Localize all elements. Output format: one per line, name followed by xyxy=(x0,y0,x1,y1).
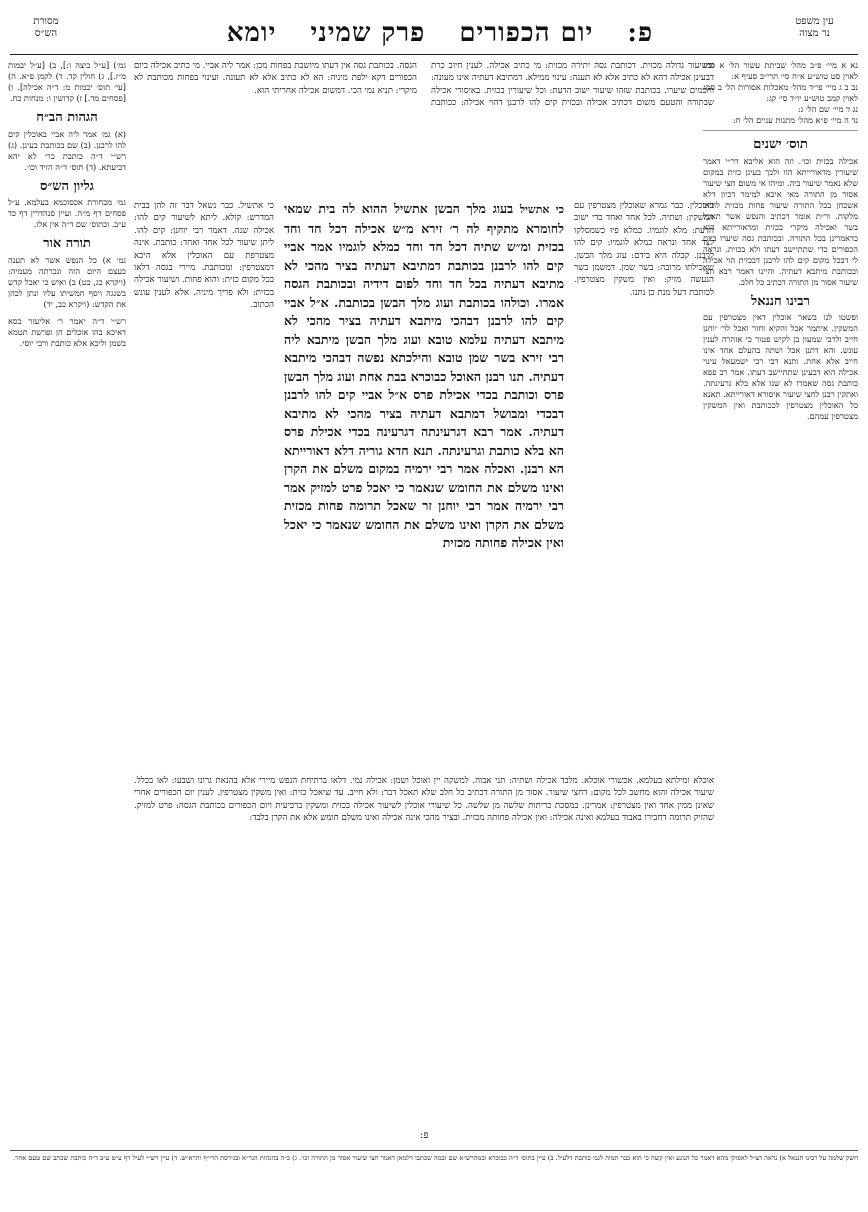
ein-mishpat-entry: נא א מיי׳ פ״ב מהל׳ שביתת עשור הל׳ א סמג לאוין סט טוש״ע א״ח סי׳ תרי״ב סעיף א: xyxy=(703,60,858,81)
rabbeinu-chananel-text: ופשטו לנו בשאר אוכלין דאין מצטרפין עם המשקין. איתמר אכל והקיא וחזר ואכל לר׳ יוחנן חייב ולרבי שמעון בן לקיש פטור כי אזהרה לענין עונש. והא דתנן אכל ושתה בהעלם אחד אינו חייב אלא אחת. ותנא דבי רבי ישמעאל עינוי אכילה הוא דבעינן שתתיישב דעתו. אמר רב פפא כותבת גסה שאמרו לא שנו אלא בלא גרעינתה. ואתקין רבנן לחצי שיעור איסורא דאורייתא. תאנא כל האוכלין מצטרפין לככותבת ואין המשקין מצטרפין עמהם. xyxy=(703,312,858,422)
rashi-right-commentary: באוכלין. כבר גמרא שאוכלין מצטרפין עם המשקין: ושתיה. לכל אחד ואחד כדי ישוב הדעת: מלא לוגמיו. כמלא פיו כשמסלקו לצד אחד ונראה כמלא לוגמיו: קים להו לרבנן. קבלה היא בידם: עוג מלך הבשן. שאכילתו מרובה: בשר שמן. דמשמן בשר הנעשה מזיק: ואין משקין מצטרפין. לכותבת דעל מנת כן נתנו. xyxy=(574,201,714,298)
gemara-text-block xyxy=(284,200,564,553)
left-margin-column xyxy=(8,60,126,349)
chapter-name: יום הכפורים xyxy=(459,18,594,48)
page-number: פ: xyxy=(420,1130,429,1141)
footnotes: חשק שלמה על רבינו חננאל א) נראה דצ״ל לאפוקי מהא דאמר כל הנוגע ואין קשה כי הוא כבר תמוה לגבי כותבת דלעיל. ב) עיין בתוס׳ ד״ה כבוכרא ובמהרש״א שם ובמה שכתבו דלמאן דאמר חצי שיעור אסור מן התורה וכו׳. ג) כ״ה בהגהות הגר״א ובגירסת הרי״ף והרא״ש. ד) עיין רש״י לעיל דף ע״ט ע״ב ד״ה כותבת שכתב שם טעם אחר. xyxy=(10,1150,858,1163)
hagahot-habach-title: הגהות הב״ח xyxy=(36,110,98,125)
tosafot-yeshanim-title: תוס׳ ישנים xyxy=(753,137,808,152)
gemara-text: בעוג מלך הבשן אתשיל ההוא לה בית שמאי לחומרא מתקיף לה ר׳ זירא מ״ש אכילה דכל חד וחד בכזית ומ״ש שתיה דכל חד וחד כמלא לוגמיו אמר אביי קים להו לרבנן בכותבת דמתיבא דעתיה בציר מהכי לא מתיבא דעתיה בכל חד וחד לפום דידיה ובכותבת הגסה אמרו. וכולהו בכותבת ועוג מלך הבשן בכותבת. א״ל אביי קים להו לרבנן דבהכי מיתבא דעתיה בציר מהכי לא מיתבא דעתיה עלמא טובא ועוג מלך הבשן מיתבא ליה רבי זירא בשר שמן טובא והילכתא נפשה דבהכי מיתבא דעתיה. תנו רבנן האוכל כבוכרא בבת אחת ועוג מלך הבשן פרס וכותבת בכדי אכילת פרס א״ל אביי קים להו לרבנן דבכדי ומבושל דמתבא דעתיה בציר מהכי לא מתיבא דעתיה. אמר רבא דגרעינתה דגרעינה בכדי אכילת פרס הא בלא כותבת וגרעינתה. תנא חדא גוריה דלא דאורייתא הא רבנן. ואכלה אמר רבי ירמיה במקום משלם את הקרן ואינו משלם את החומש שנאמר כי יאכל פרט למזיק אמר רבי ירמיה אמר רבי יוחנן זר שאכל תרומה פחות מכזית משלם את הקרן ואינו משלם את החומש שנאמר כי יאכל ואין אכילה פחותה מכזית xyxy=(284,201,564,550)
ein-mishpat-entry: נד ה מיי׳ פ״א מהל׳ מתנות עניים הל׳ ח: xyxy=(732,115,858,125)
torah-or-text: גמ׳ א) כל הנפש אשר לא תענה בעצם היום הזה ונכרתה מעמיה: (ויקרא כג, כט) ב) ואיש כי יאכל קדש בשגגה ויסף חמשיתו עליו ונתן לכהן את הקדש: (ויקרא כב, יד) xyxy=(8,254,126,309)
rashi-note: רש״י ד״ה יאמר ר׳ אליעזר כסא דאיכא בהו אוכלים הן ופרשת תטמא בשמן וליכא אלא כותבת ורבי יוסי. xyxy=(8,315,126,348)
tosafot-yeshanim-text: אכילה בכזית וכו׳. וזה הוא אליבא דר״י דאמר שיעורין מדאורייתא הוו ולכך בעינן כזית במקום שלא נאמר שיעור ביה. ומיהו אי משום חצי שיעור אסור מן התורה מאי איכא למימר דכיון דלא אשכחן בכל התורה שיעור פחות מכזית לחיוב מלקות. ור״ת אומר דכתיב והנפש אשר תאכל בשר ואכילה מיקרי בכזית ומדאורייתא הוא כדאמרינן בכל התורה. ובכותבת גסה שיערו ביום הכפורים כדי שתתיישב דעתו ולא בכזית. ונראה לי דבכל מקום קים להו לרבנן דבכזית הוי אכילה ובכותבת מיתבא דעתיה. והיינו דאמר רבא חצי שיעור אסור מן התורה דכתיב כל חלב. xyxy=(703,155,858,287)
masoret-hashas-refs: גמ׳) [ע״ל ביצה ו:], ב) [ע״ל יבמות מ״ז.], ג) חולין קד. ד) לקמן פ״א. ה) [עי׳ תוס׳ יבמות מ: ד״ה אכילה]. ו) [פסחים מד.] ז) קדושין ו: מנחות כח. xyxy=(8,60,126,103)
tosafot-left-commentary: כי אתשיל. כבר נשאל דבר זה להן בבית המדרש: קולא. ליתא לשיעור קים להו: אכילה שנה. דאמר רבי יוחנן: קים להו. ליתן שיעור לכל אחד ואחד: כותבת. אינה מצטרפת עם האוכלין אלא היכא דמצטרפין: ומכותבת. מיירי בגסה דלאו בכל מקום כזית: והוא פחות. ושיעור אכילה בכזית: ולא פריך מיניה. אלא לענין עונש הכתוב. xyxy=(134,201,274,311)
lower-commentary: אוכלא ומילתא בעלמא. אכשורי אוכלא. מלבד אכילה ושתיה: תני אבוה. למשקה יין ואוכל ושמן: אכילה נמי. דלאו ברתיחת הנפש מיירי אלא בהנאת גרונו ושבעו: לאו בכלל. שיעור אכילה והוא מחשב לכל מקום: דחצי שיעור. אסור מן התורה דכתיב כל חלב שלא תאכל דבר: ולא חייב. עד שיאכל כזית: ואין משקין מצטרפין. לענין יום הכפורים אחרי שאינן ממין אחד ואין מצטרפין: אמרינן. במסכת כריתות שלשה מן שלשה. כל שיעורי אוכלין לשיעור אכילה בכזית ומשקין ברביעית ויום הכפורים בכותבת הגסה: פרט למזיק. שהזיק תרומה דחבירו באבוד בעלמא ואינה אכילה: ואין אכילה פחותה מכזית. ובציר מהכי אינה אכילה ואינו משלם חומש אלא את הקרן בלבד: xyxy=(134,776,714,824)
gilyon-hashas-text: גמ׳ מבחורת אכסוכמא בעלמא. ע״ל פסחים דף מ״ה. ועיין סנהדרין דף כד ע״ב. ובתוס׳ שם ד״ה אין אלו. xyxy=(8,197,126,230)
ein-mishpat-entry: נב ב ג מיי׳ פי״ד מהל׳ מאכלות אסורות הל׳ ב סמג לאוין קמב טוש״ע יו״ד סי׳ קג: xyxy=(703,82,858,103)
masoret-hashas-label: מסורת הש״ס xyxy=(33,16,59,39)
gemara-opening-word: כי אתשיל xyxy=(519,203,564,216)
perek-number: פרק שמיני xyxy=(310,18,426,48)
gilyon-hashas-title: גליון הש״ס xyxy=(40,178,94,194)
gemara-section xyxy=(134,200,714,770)
page-title xyxy=(160,18,720,48)
masechet-name: יומא xyxy=(226,18,277,48)
page-header xyxy=(10,14,858,55)
hagahot-habach-text: (א) גמ׳ אמר ליה אביי באוכלין קים להו לרבנן. (ב) שם בכותבת בעינן. (ג) רש״י ד״ה כותבת כר׳ לא יהא דביעתא. (ד) תוס׳ ד״ה הזיד וכו׳. xyxy=(8,128,126,172)
right-margin-column xyxy=(703,60,858,422)
center-column xyxy=(134,60,714,1140)
ein-mishpat-label: עין משפט נר מצוה xyxy=(795,16,834,39)
rabbeinu-chananel-title: רבינו חננאל xyxy=(751,293,810,309)
ein-mishpat-entry: נג ד מיי׳ שם הל׳ ג: xyxy=(797,104,858,114)
rashi-top-band: ובשיעור גדולה מכזית. דכותבת גסה יתירה מכזית: מי כתיב אכילה. לענין חיוב כרת דבעינן אכילה דהא לא כתיב אלא לא תענה: עינוי ממילא. דמתיבא דעתיה אינו מעונה: וחכמים שיערו. בכותבת שזהו שיעור ישוב הדעת: וכל שיעורין בכזית. באיסורי אכילה שבתורה והטעם משום דכתיב אכילה ובכזית קים להו לרבנן דהוי אכילה: ככותבת הגסה. בכותבת גסה אין דעתו מיושבת בפחות מכן: אמר ליה אביי. מי כתיב אכילה ביום הכפורים דקא ילפת מיניה: הא לא כתיב אלא לא תעונה. ועינוי בפחות מכותבת לא מיקרי: תניא נמי הכי. דמשום אכילה אחריתי הוא. xyxy=(134,61,714,109)
torah-or-title: תורה אור xyxy=(43,236,91,252)
ein-mishpat-block xyxy=(703,60,858,131)
daf-number: פ: xyxy=(627,18,654,48)
